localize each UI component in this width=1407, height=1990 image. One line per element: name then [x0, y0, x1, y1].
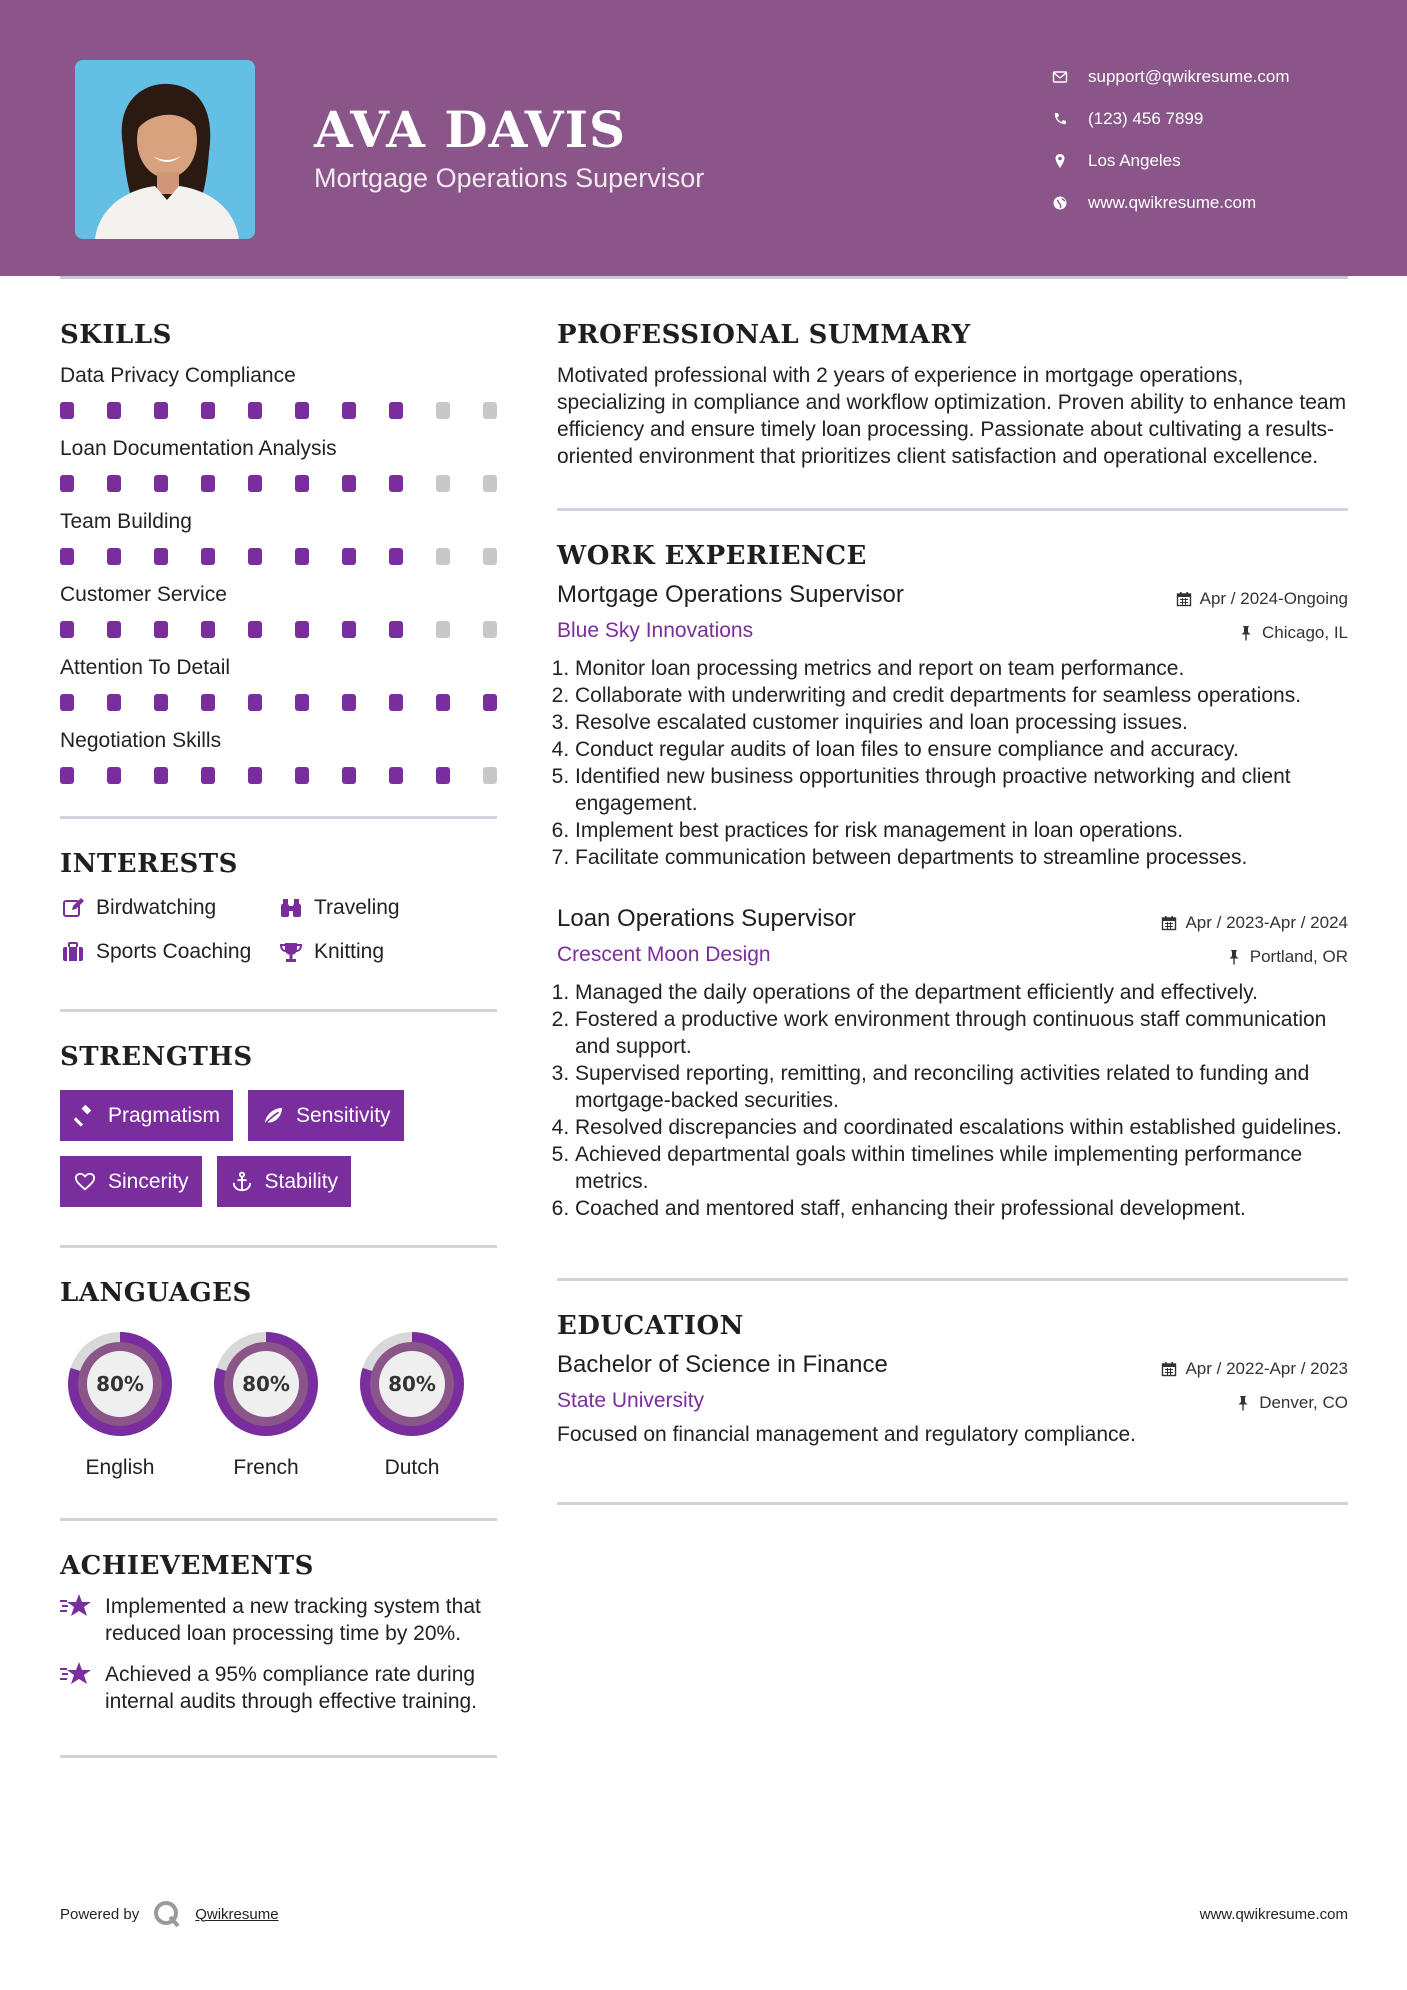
job-title: Mortgage Operations Supervisor: [557, 581, 904, 608]
language-item: [60, 1324, 180, 1480]
skill-dot-filled: [60, 767, 74, 784]
skill-dot-filled: [248, 767, 262, 784]
language-percent: 80%: [242, 1372, 290, 1396]
duty-item: 1. Managed the daily operations of the department efficiently and effectively.: [575, 979, 1348, 1006]
section-divider: [557, 1502, 1348, 1505]
skill-dot-filled: [248, 694, 262, 711]
interests-heading: INTERESTS: [60, 849, 238, 879]
job-header: [557, 581, 1348, 609]
skill-dot-filled: [389, 548, 403, 565]
powered-by: [60, 1900, 279, 1928]
skill-name: Attention To Detail: [60, 656, 231, 679]
job-entry: [557, 905, 1348, 1222]
skill-dot-filled: [436, 767, 450, 784]
language-name: Dutch: [384, 1456, 440, 1479]
skill-dot-filled: [342, 767, 356, 784]
section-divider: [60, 1755, 497, 1758]
skill-dot-filled: [154, 402, 168, 419]
language-progress-ring: [352, 1324, 472, 1444]
section-divider: [60, 1245, 497, 1248]
skill-level-dots: [60, 621, 497, 638]
duty-item: 5. Achieved departmental goals within timelines while implementing performance metrics.: [575, 1141, 1348, 1195]
strength-label: Stability: [264, 1169, 339, 1193]
job-location-text: Portland, OR: [1249, 947, 1348, 966]
edit-icon: [60, 895, 86, 921]
phone-icon: [1050, 109, 1070, 129]
skill-dot-filled: [201, 475, 215, 492]
skill-dot-filled: [342, 694, 356, 711]
footer-website[interactable]: www.qwikresume.com: [1199, 1905, 1348, 1923]
skill-dot-filled: [107, 767, 121, 784]
strengths-heading: STRENGTHS: [60, 1042, 253, 1072]
candidate-title: Mortgage Operations Supervisor: [314, 163, 705, 193]
skill-dot-filled: [248, 475, 262, 492]
strength-label: Pragmatism: [108, 1103, 221, 1127]
job-date: [1176, 589, 1348, 609]
interest-label: Knitting: [314, 940, 385, 963]
experience-heading: WORK EXPERIENCE: [557, 541, 867, 571]
summary-heading: PROFESSIONAL SUMMARY: [557, 320, 971, 350]
job-location-text: Chicago, IL: [1262, 623, 1348, 642]
skills-list: [60, 360, 497, 798]
job-subheader: [557, 943, 1348, 967]
pushpin-icon: [1226, 949, 1242, 965]
education-date-text: Apr / 2022-Apr / 2023: [1185, 1359, 1348, 1378]
skill-level-dots: [60, 548, 497, 565]
summary-text: Motivated professional with 2 years of experience in mortgage operations, specializing in compliance and workflow optimization. Proven ability to enhance team efficiency and ensure timely loan processing. Passionate about cultivating a results-oriented environment that prioritizes client satisfaction and operational excellence.: [557, 364, 1347, 468]
language-progress-ring: [60, 1324, 180, 1444]
job-header: [557, 905, 1348, 933]
contact-phone-text: (123) 456 7899: [1088, 109, 1204, 128]
skill-dot-filled: [342, 621, 356, 638]
skill-dot-filled: [107, 402, 121, 419]
skill-dot-filled: [389, 402, 403, 419]
job-date-text: Apr / 2024-Ongoing: [1199, 589, 1348, 608]
skill-dot-empty: [483, 621, 497, 638]
education-heading: EDUCATION: [557, 1311, 744, 1341]
section-divider: [60, 1518, 497, 1521]
section-divider: [557, 508, 1348, 511]
skill-dot-filled: [342, 548, 356, 565]
education-date: [1161, 1359, 1348, 1379]
skill-dot-empty: [436, 621, 450, 638]
job-duties: [557, 655, 1348, 871]
qwikresume-logo-icon: [153, 1900, 181, 1928]
interest-item: [60, 939, 278, 965]
language-percent: 80%: [388, 1372, 436, 1396]
interest-label: Birdwatching: [96, 896, 217, 919]
leaf-icon: [260, 1103, 286, 1129]
skill-dot-filled: [60, 621, 74, 638]
language-progress-ring: [206, 1324, 326, 1444]
achievement-text: Achieved a 95% compliance rate during internal audits through effective training.: [105, 1663, 478, 1713]
skill-dot-filled: [201, 694, 215, 711]
calendar-icon: [1176, 591, 1192, 607]
contact-list: [1050, 56, 1380, 224]
skill-dot-filled: [60, 694, 74, 711]
briefcase-icon: [60, 939, 86, 965]
education-location-text: Denver, CO: [1259, 1393, 1348, 1412]
star-icon: [60, 1661, 92, 1687]
brand-link[interactable]: Qwikresume: [195, 1905, 279, 1923]
strength-badge: [60, 1156, 202, 1207]
skill-dot-filled: [342, 402, 356, 419]
language-item: [206, 1324, 326, 1480]
map-pin-icon: [1050, 151, 1070, 171]
skill-name: Data Privacy Compliance: [60, 364, 296, 387]
company-name: Crescent Moon Design: [557, 943, 771, 966]
right-column: [557, 320, 1348, 1505]
skill-dot-filled: [154, 621, 168, 638]
duty-item: 1. Monitor loan processing metrics and report on team performance.: [575, 655, 1348, 682]
strength-label: Sensitivity: [296, 1103, 391, 1127]
skill-name: Loan Documentation Analysis: [60, 437, 337, 460]
star-icon: [60, 1593, 92, 1619]
skill-dot-filled: [201, 621, 215, 638]
skill-dot-empty: [436, 475, 450, 492]
interests-list: [60, 895, 497, 965]
skill-dot-filled: [342, 475, 356, 492]
achievement-item: [60, 1593, 497, 1647]
education-description: Focused on financial management and regulatory compliance.: [557, 1423, 1137, 1446]
skill-dot-filled: [295, 402, 309, 419]
skill-dot-filled: [60, 402, 74, 419]
skill-dot-filled: [154, 548, 168, 565]
skill-dot-empty: [436, 402, 450, 419]
contact-website-text: www.qwikresume.com: [1088, 193, 1257, 212]
skill-level-dots: [60, 475, 497, 492]
profile-photo: [75, 60, 255, 239]
resume-header: [0, 0, 1407, 276]
pushpin-icon: [1238, 625, 1254, 641]
trophy-icon: [278, 939, 304, 965]
duty-item: 3. Supervised reporting, remitting, and reconciling activities related to funding and mortgage-backed securities.: [575, 1060, 1348, 1114]
language-percent: 80%: [96, 1372, 144, 1396]
section-divider: [557, 1278, 1348, 1281]
heart-icon: [72, 1169, 98, 1195]
job-location: [1238, 623, 1348, 643]
duty-item: 3. Resolve escalated customer inquiries and loan processing issues.: [575, 709, 1348, 736]
degree-name: Bachelor of Science in Finance: [557, 1351, 888, 1378]
interest-item: [60, 895, 278, 921]
skill-dot-empty: [436, 548, 450, 565]
skill-name: Negotiation Skills: [60, 729, 222, 752]
left-column: [60, 320, 497, 1758]
contact-email[interactable]: [1050, 56, 1380, 98]
skill-level-dots: [60, 694, 497, 711]
strength-badge: [217, 1156, 352, 1207]
company-name: Blue Sky Innovations: [557, 619, 754, 642]
job-date: [1161, 913, 1348, 933]
section-divider: [60, 1009, 497, 1012]
skill-dot-filled: [60, 548, 74, 565]
contact-location-text: Los Angeles: [1088, 151, 1181, 170]
skill-dot-filled: [154, 694, 168, 711]
skill-dot-filled: [154, 767, 168, 784]
skill-dot-filled: [436, 694, 450, 711]
skill-dot-filled: [483, 694, 497, 711]
strength-label: Sincerity: [108, 1169, 189, 1193]
strength-badge: [60, 1090, 233, 1141]
candidate-name: AVA DAVIS: [314, 100, 627, 159]
globe-icon: [1050, 193, 1070, 213]
skill-dot-filled: [295, 694, 309, 711]
skill-dot-filled: [107, 694, 121, 711]
education-subheader: [557, 1389, 1348, 1413]
achievement-item: [60, 1661, 497, 1715]
skill-dot-filled: [154, 475, 168, 492]
education-location: [1235, 1393, 1348, 1413]
skill-dot-filled: [295, 767, 309, 784]
contact-website[interactable]: [1050, 182, 1380, 224]
skill-dot-filled: [201, 402, 215, 419]
interest-item: [278, 939, 497, 965]
skill-dot-filled: [201, 767, 215, 784]
skill-item: [60, 652, 497, 725]
achievements-heading: ACHIEVEMENTS: [60, 1551, 314, 1581]
skills-heading: SKILLS: [60, 320, 172, 350]
skill-dot-filled: [248, 548, 262, 565]
skill-item: [60, 433, 497, 506]
skill-level-dots: [60, 402, 497, 419]
skill-item: [60, 725, 497, 798]
skill-dot-filled: [60, 475, 74, 492]
duty-item: 4. Resolved discrepancies and coordinated escalations within established guidelines.: [575, 1114, 1348, 1141]
job-duties: [557, 979, 1348, 1222]
job-title: Loan Operations Supervisor: [557, 905, 856, 932]
skill-dot-filled: [107, 475, 121, 492]
education-header: [557, 1351, 1348, 1379]
skill-dot-filled: [389, 694, 403, 711]
skill-dot-empty: [483, 475, 497, 492]
strengths-list: [60, 1090, 497, 1207]
skill-dot-filled: [248, 621, 262, 638]
duty-item: 4. Conduct regular audits of loan files to ensure compliance and accuracy.: [575, 736, 1348, 763]
header-divider: [60, 276, 1348, 279]
job-date-text: Apr / 2023-Apr / 2024: [1185, 913, 1348, 932]
skill-dot-filled: [295, 548, 309, 565]
interest-label: Sports Coaching: [96, 940, 252, 963]
duty-item: 6. Implement best practices for risk management in loan operations.: [575, 817, 1348, 844]
anchor-icon: [229, 1169, 255, 1195]
calendar-icon: [1161, 1361, 1177, 1377]
interest-item: [278, 895, 497, 921]
languages-list: [60, 1324, 497, 1480]
skill-dot-empty: [483, 402, 497, 419]
interest-label: Traveling: [314, 896, 400, 919]
duty-item: 5. Identified new business opportunities through proactive networking and client engagement.: [575, 763, 1348, 817]
skill-item: [60, 506, 497, 579]
language-name: English: [85, 1456, 155, 1479]
skill-dot-filled: [389, 475, 403, 492]
school-name: State University: [557, 1389, 705, 1412]
language-name: French: [233, 1456, 299, 1479]
skill-dot-filled: [107, 621, 121, 638]
skill-dot-filled: [107, 548, 121, 565]
skill-dot-empty: [483, 767, 497, 784]
skill-dot-filled: [295, 621, 309, 638]
job-entry: [557, 581, 1348, 871]
pushpin-icon: [1235, 1395, 1251, 1411]
achievement-text: Implemented a new tracking system that reduced loan processing time by 20%.: [105, 1595, 481, 1645]
job-location: [1226, 947, 1348, 967]
duty-item: 7. Facilitate communication between departments to streamline processes.: [575, 844, 1348, 871]
page-footer: [60, 1900, 1348, 1928]
contact-location: [1050, 140, 1380, 182]
calendar-icon: [1161, 915, 1177, 931]
binoculars-icon: [278, 895, 304, 921]
gavel-icon: [72, 1103, 98, 1129]
skill-dot-filled: [248, 402, 262, 419]
skill-dot-filled: [389, 767, 403, 784]
skill-dot-filled: [201, 548, 215, 565]
skill-dot-filled: [295, 475, 309, 492]
skill-item: [60, 579, 497, 652]
skill-level-dots: [60, 767, 497, 784]
contact-email-text: support@qwikresume.com: [1088, 67, 1290, 86]
duty-item: 2. Fostered a productive work environment through continuous staff communication and support.: [575, 1006, 1348, 1060]
languages-heading: LANGUAGES: [60, 1278, 252, 1308]
skill-item: [60, 360, 497, 433]
education-entry: [557, 1351, 1348, 1448]
strength-badge: [248, 1090, 404, 1141]
envelope-icon: [1050, 67, 1070, 87]
duty-item: 6. Coached and mentored staff, enhancing their professional development.: [575, 1195, 1348, 1222]
powered-by-label: Powered by: [60, 1905, 140, 1923]
duty-item: 2. Collaborate with underwriting and credit departments for seamless operations.: [575, 682, 1348, 709]
job-subheader: [557, 619, 1348, 643]
section-divider: [60, 816, 497, 819]
skill-dot-empty: [483, 548, 497, 565]
contact-phone[interactable]: [1050, 98, 1380, 140]
skill-dot-filled: [389, 621, 403, 638]
skill-name: Team Building: [60, 510, 192, 533]
skill-name: Customer Service: [60, 583, 227, 606]
language-item: [352, 1324, 472, 1480]
